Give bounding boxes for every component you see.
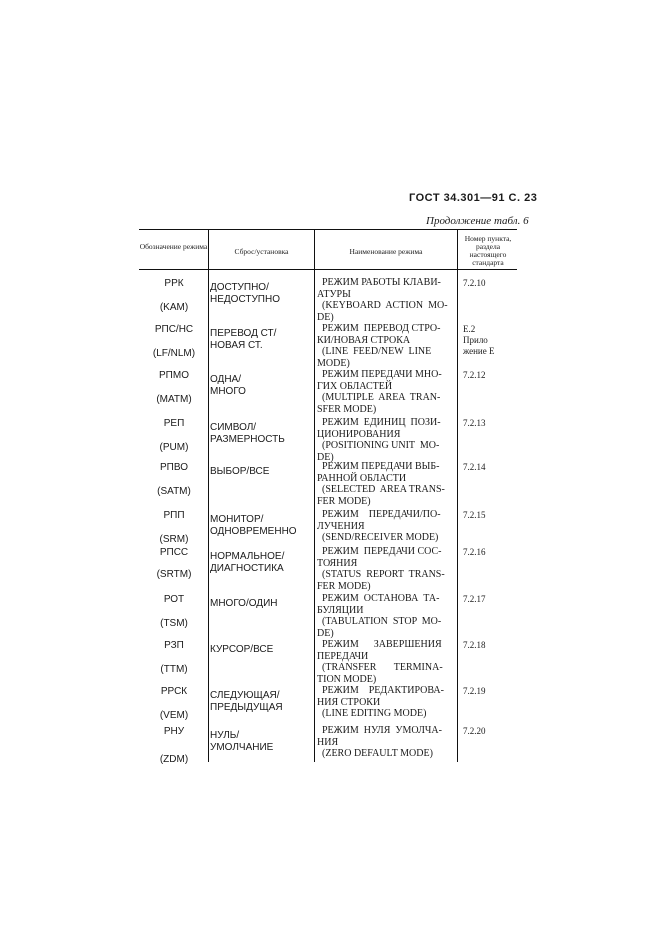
row-code-en: (PUM) [159, 442, 189, 453]
row-reset-set: СИМВОЛ/ РАЗМЕРНОСТЬ [210, 422, 285, 445]
row-number: 7.2.10 [463, 278, 486, 288]
row-number: 7.2.17 [463, 594, 486, 604]
row-mode-name: РЕЖИМ ПЕРЕДАЧИ СОС- ТОЯНИЯ (STATUS REPORT TRANS- FER MODE) [317, 546, 445, 592]
row-code: РПП [163, 510, 185, 521]
row-reset-set: СЛЕДУЮЩАЯ/ ПРЕДЫДУЩАЯ [210, 690, 283, 713]
row-mode-name: РЕЖИМ ЕДИНИЦ ПОЗИ- ЦИОНИРОВАНИЯ (POSITIONING UNIT MO- DE) [317, 417, 441, 463]
col-line-3 [457, 229, 458, 762]
row-code-en: (MATM) [156, 394, 192, 405]
row-code-en: (ZDM) [159, 754, 189, 765]
row-number: 7.2.15 [463, 510, 486, 520]
row-reset-set: МНОГО/ОДИН [210, 598, 278, 609]
row-number: 7.2.18 [463, 640, 486, 650]
header-number: Номер пункта, раздела настоящего стандарта [464, 234, 512, 267]
page-header: ГОСТ 34.301—91 С. 23 [409, 192, 538, 204]
table-header-line [139, 269, 517, 270]
col-line-2 [314, 229, 315, 762]
row-mode-name: РЕЖИМ НУЛЯ УМОЛЧА- НИЯ (ZERO DEFAULT MODE) [317, 725, 442, 759]
row-reset-set: ОДНА/ МНОГО [210, 374, 246, 397]
row-number: 7.2.16 [463, 547, 486, 557]
row-mode-name: РЕЖИМ ПЕРЕДАЧИ ВЫБ- РАННОЙ ОБЛАСТИ (SELECTED AREA TRANS- FER MODE) [317, 461, 445, 507]
col-line-1 [208, 229, 209, 762]
row-reset-set: ПЕРЕВОД СТ/ НОВАЯ СТ. [210, 328, 277, 351]
row-mode-name: РЕЖИМ ПЕРЕВОД СТРО- КИ/НОВАЯ СТРОКА (LINE FEED/NEW LINE MODE) [317, 323, 441, 369]
row-code: РРК [164, 278, 184, 289]
row-code: РПМО [159, 370, 189, 381]
row-reset-set: КУРСОР/ВСЕ [210, 644, 274, 655]
header-designation: Обозначение режима [139, 242, 208, 251]
row-mode-name: РЕЖИМ РАБОТЫ КЛАВИ- АТУРЫ (KEYBOARD ACTION MO- DE) [317, 277, 448, 323]
row-mode-name: РЕЖИМ ПЕРЕДАЧИ/ПО- ЛУЧЕНИЯ (SEND/RECEIVER MODE) [317, 509, 441, 543]
row-code: РПСС [159, 547, 189, 558]
row-number: Е.2 Прило жение Е [463, 324, 495, 356]
row-code: РРСК [160, 686, 188, 697]
row-code: РЕП [163, 418, 185, 429]
row-code-en: (KAM) [159, 302, 189, 313]
row-mode-name: РЕЖИМ РЕДАКТИРОВА- НИЯ СТРОКИ (LINE EDITING MODE) [317, 685, 444, 719]
row-number: 7.2.20 [463, 726, 486, 736]
header-name: Наименование режима [349, 247, 423, 256]
row-code: РПС/НС [154, 324, 194, 335]
row-code-en: (SRM) [159, 534, 189, 545]
row-code-en: (TSM) [160, 618, 188, 629]
row-reset-set: ДОСТУПНО/ НЕДОСТУПНО [210, 282, 280, 305]
table-top-line [139, 229, 517, 230]
row-number: 7.2.13 [463, 418, 486, 428]
row-mode-name: РЕЖИМ ЗАВЕРШЕНИЯ ПЕРЕДАЧИ (TRANSFER TERMINA- TION MODE) [317, 639, 443, 685]
row-number: 7.2.14 [463, 462, 486, 472]
row-code: РЗП [164, 640, 184, 651]
row-code-en: (VEM) [159, 710, 189, 721]
row-number: 7.2.19 [463, 686, 486, 696]
row-mode-name: РЕЖИМ ПЕРЕДАЧИ МНО- ГИХ ОБЛАСТЕЙ (MULTIPLE AREA TRAN- SFER MODE) [317, 369, 442, 415]
row-mode-name: РЕЖИМ ОСТАНОВА ТА- БУЛЯЦИИ (TABULATION STOP MO- DE) [317, 593, 442, 639]
row-code-en: (TTM) [160, 664, 188, 675]
row-code: РПВО [160, 462, 188, 473]
row-reset-set: НОРМАЛЬНОЕ/ ДИАГНОСТИКА [210, 551, 285, 574]
table-continuation: Продолжение табл. 6 [426, 215, 529, 227]
row-code: РНУ [163, 726, 185, 737]
row-code-en: (SATM) [157, 486, 191, 497]
row-code: РОТ [163, 594, 185, 605]
row-reset-set: НУЛЬ/ УМОЛЧАНИЕ [210, 730, 274, 753]
row-reset-set: МОНИТОР/ ОДНОВРЕМЕННО [210, 514, 297, 537]
row-number: 7.2.12 [463, 370, 486, 380]
row-reset-set: ВЫБОР/ВСЕ [210, 466, 270, 477]
row-code-en: (SRTM) [156, 569, 192, 580]
header-reset-set: Сброс/установка [234, 247, 289, 256]
row-code-en: (LF/NLM) [152, 348, 196, 359]
